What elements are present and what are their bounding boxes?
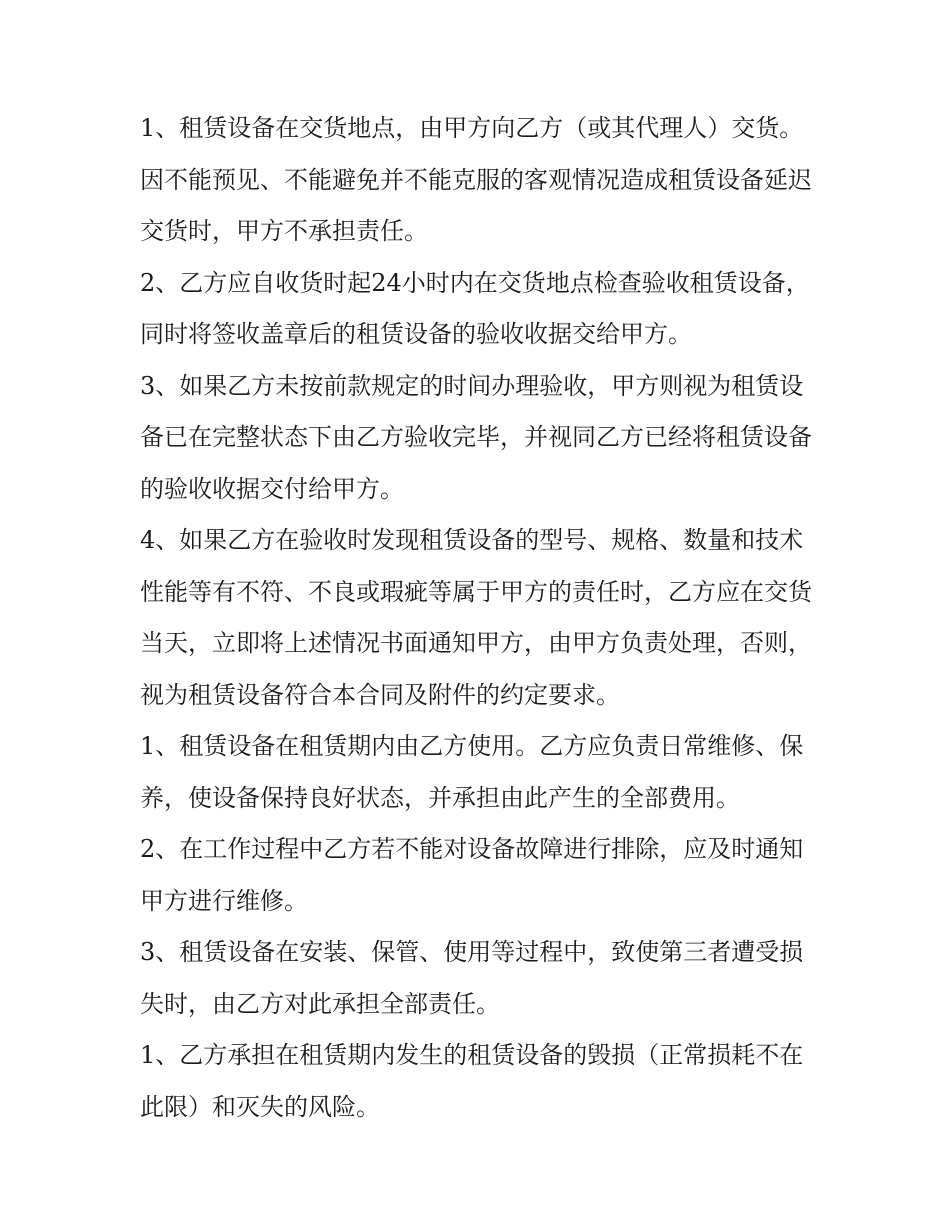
clause-third-party-liability: 3、租赁设备在安装、保管、使用等过程中，致使第三者遭受损失时，由乙方对此承担全部责任。 [140, 938, 804, 1018]
clause-deemed-acceptance: 3、如果乙方未按前款规定的时间办理验收，甲方则视为租赁设备已在完整状态下由乙方验收完毕，并视同乙方已经将租赁设备的验收收据交付给甲方。 [140, 371, 812, 503]
clause-fault-repair: 2、在工作过程中乙方若不能对设备故障进行排除，应及时通知甲方进行维修。 [140, 835, 804, 915]
clause-usage-maintenance: 1、租赁设备在租赁期内由乙方使用。乙方应负责日常维修、保养，使设备保持良好状态，并承担由此产生的全部费用。 [140, 732, 804, 812]
clause-delivery-location: 1、租赁设备在交货地点，由甲方向乙方（或其代理人）交货。因不能预见、不能避免并不能克服的客观情况造成租赁设备延迟交货时，甲方不承担责任。 [140, 114, 812, 245]
clause-acceptance-inspection: 2、乙方应自收货时起24小时内在交货地点检查验收租赁设备，同时将签收盖章后的租赁设备的验收收据交给甲方。 [140, 268, 810, 348]
clause-defect-notification: 4、如果乙方在验收时发现租赁设备的型号、规格、数量和技术性能等有不符、不良或瑕疵等属于甲方的责任时，乙方应在交货当天，立即将上述情况书面通知甲方，由甲方负责处理，否则，视为租赁设备符合本合同及附件的约定要求。 [140, 526, 812, 709]
document-body [140, 103, 820, 1133]
clause-damage-risk: 1、乙方承担在租赁期内发生的租赁设备的毁损（正常损耗不在此限）和灭失的风险。 [140, 1041, 804, 1121]
